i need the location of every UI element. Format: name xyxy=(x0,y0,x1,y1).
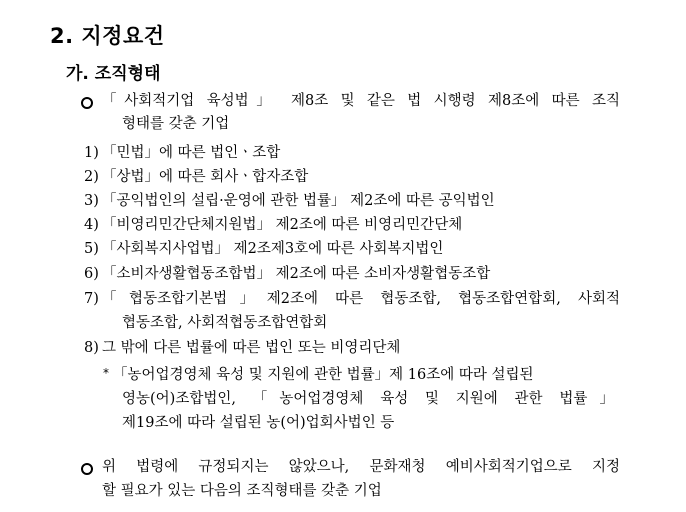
list-item: 「공익법인의 설립·운영에 관한 법률」 제2조에 따른 공익법인 xyxy=(102,193,495,209)
note-line3: 제19조에 따라 설립된 농(어)업회사법인 등 xyxy=(122,415,395,431)
circle-bullet-icon xyxy=(81,463,93,475)
list-item: 「비영리민간단체지원법」 제2조에 따른 비영리민간단체 xyxy=(102,217,463,233)
list-item-number: 5) xyxy=(84,241,99,257)
list-item: 「협동조합기본법」제2조에 따른 협동조합, 협동조합연합회, 사회적 xyxy=(102,291,620,307)
list-item-number: 1) xyxy=(84,145,99,161)
circle-bullet-icon xyxy=(81,97,93,109)
list-item-continuation: 협동조합, 사회적협동조합연합회 xyxy=(122,315,328,331)
list-item: 「소비자생활협동조합법」 제2조에 따른 소비자생활협동조합 xyxy=(102,266,491,282)
note-line2: 영농(어)조합법인, 「농어업경영체 육성 및 지원에 관한 법률」 xyxy=(122,391,614,407)
list-item: 「사회복지사업법」 제2조제3호에 따른 사회복지법인 xyxy=(102,241,444,257)
list-item-number: 8) xyxy=(84,340,99,356)
bullet1-line1: 「사회적기업 육성법」 제8조 및 같은 법 시행령 제8조에 따른 조직 xyxy=(102,93,620,109)
list-item-number: 2) xyxy=(84,169,99,185)
section-title: 2. 지정요건 xyxy=(50,24,165,48)
list-item-number: 3) xyxy=(84,193,99,209)
note-line1: 「농어업경영체 육성 및 지원에 관한 법률」제 16조에 따라 설립된 xyxy=(113,367,534,383)
list-item: 그 밖에 다른 법률에 따른 법인 또는 비영리단체 xyxy=(102,340,401,356)
list-item: 「상법」에 따른 회사ㆍ합자조합 xyxy=(102,169,309,185)
list-item-number: 6) xyxy=(84,266,99,282)
list-item: 「민법」에 따른 법인ㆍ조합 xyxy=(102,145,281,161)
list-item-number: 4) xyxy=(84,217,99,233)
list-item-number: 7) xyxy=(84,291,99,307)
bullet2-line1: 위 법령에 규정되지는 않았으나, 문화재청 예비사회적기업으로 지정 xyxy=(102,459,620,475)
subsection-title: 가. 조직형태 xyxy=(66,64,161,84)
bullet2-line2: 할 필요가 있는 다음의 조직형태를 갖춘 기업 xyxy=(102,483,382,499)
note-marker: * xyxy=(103,366,109,380)
bullet1-line2: 형태를 갖춘 기업 xyxy=(122,116,230,132)
